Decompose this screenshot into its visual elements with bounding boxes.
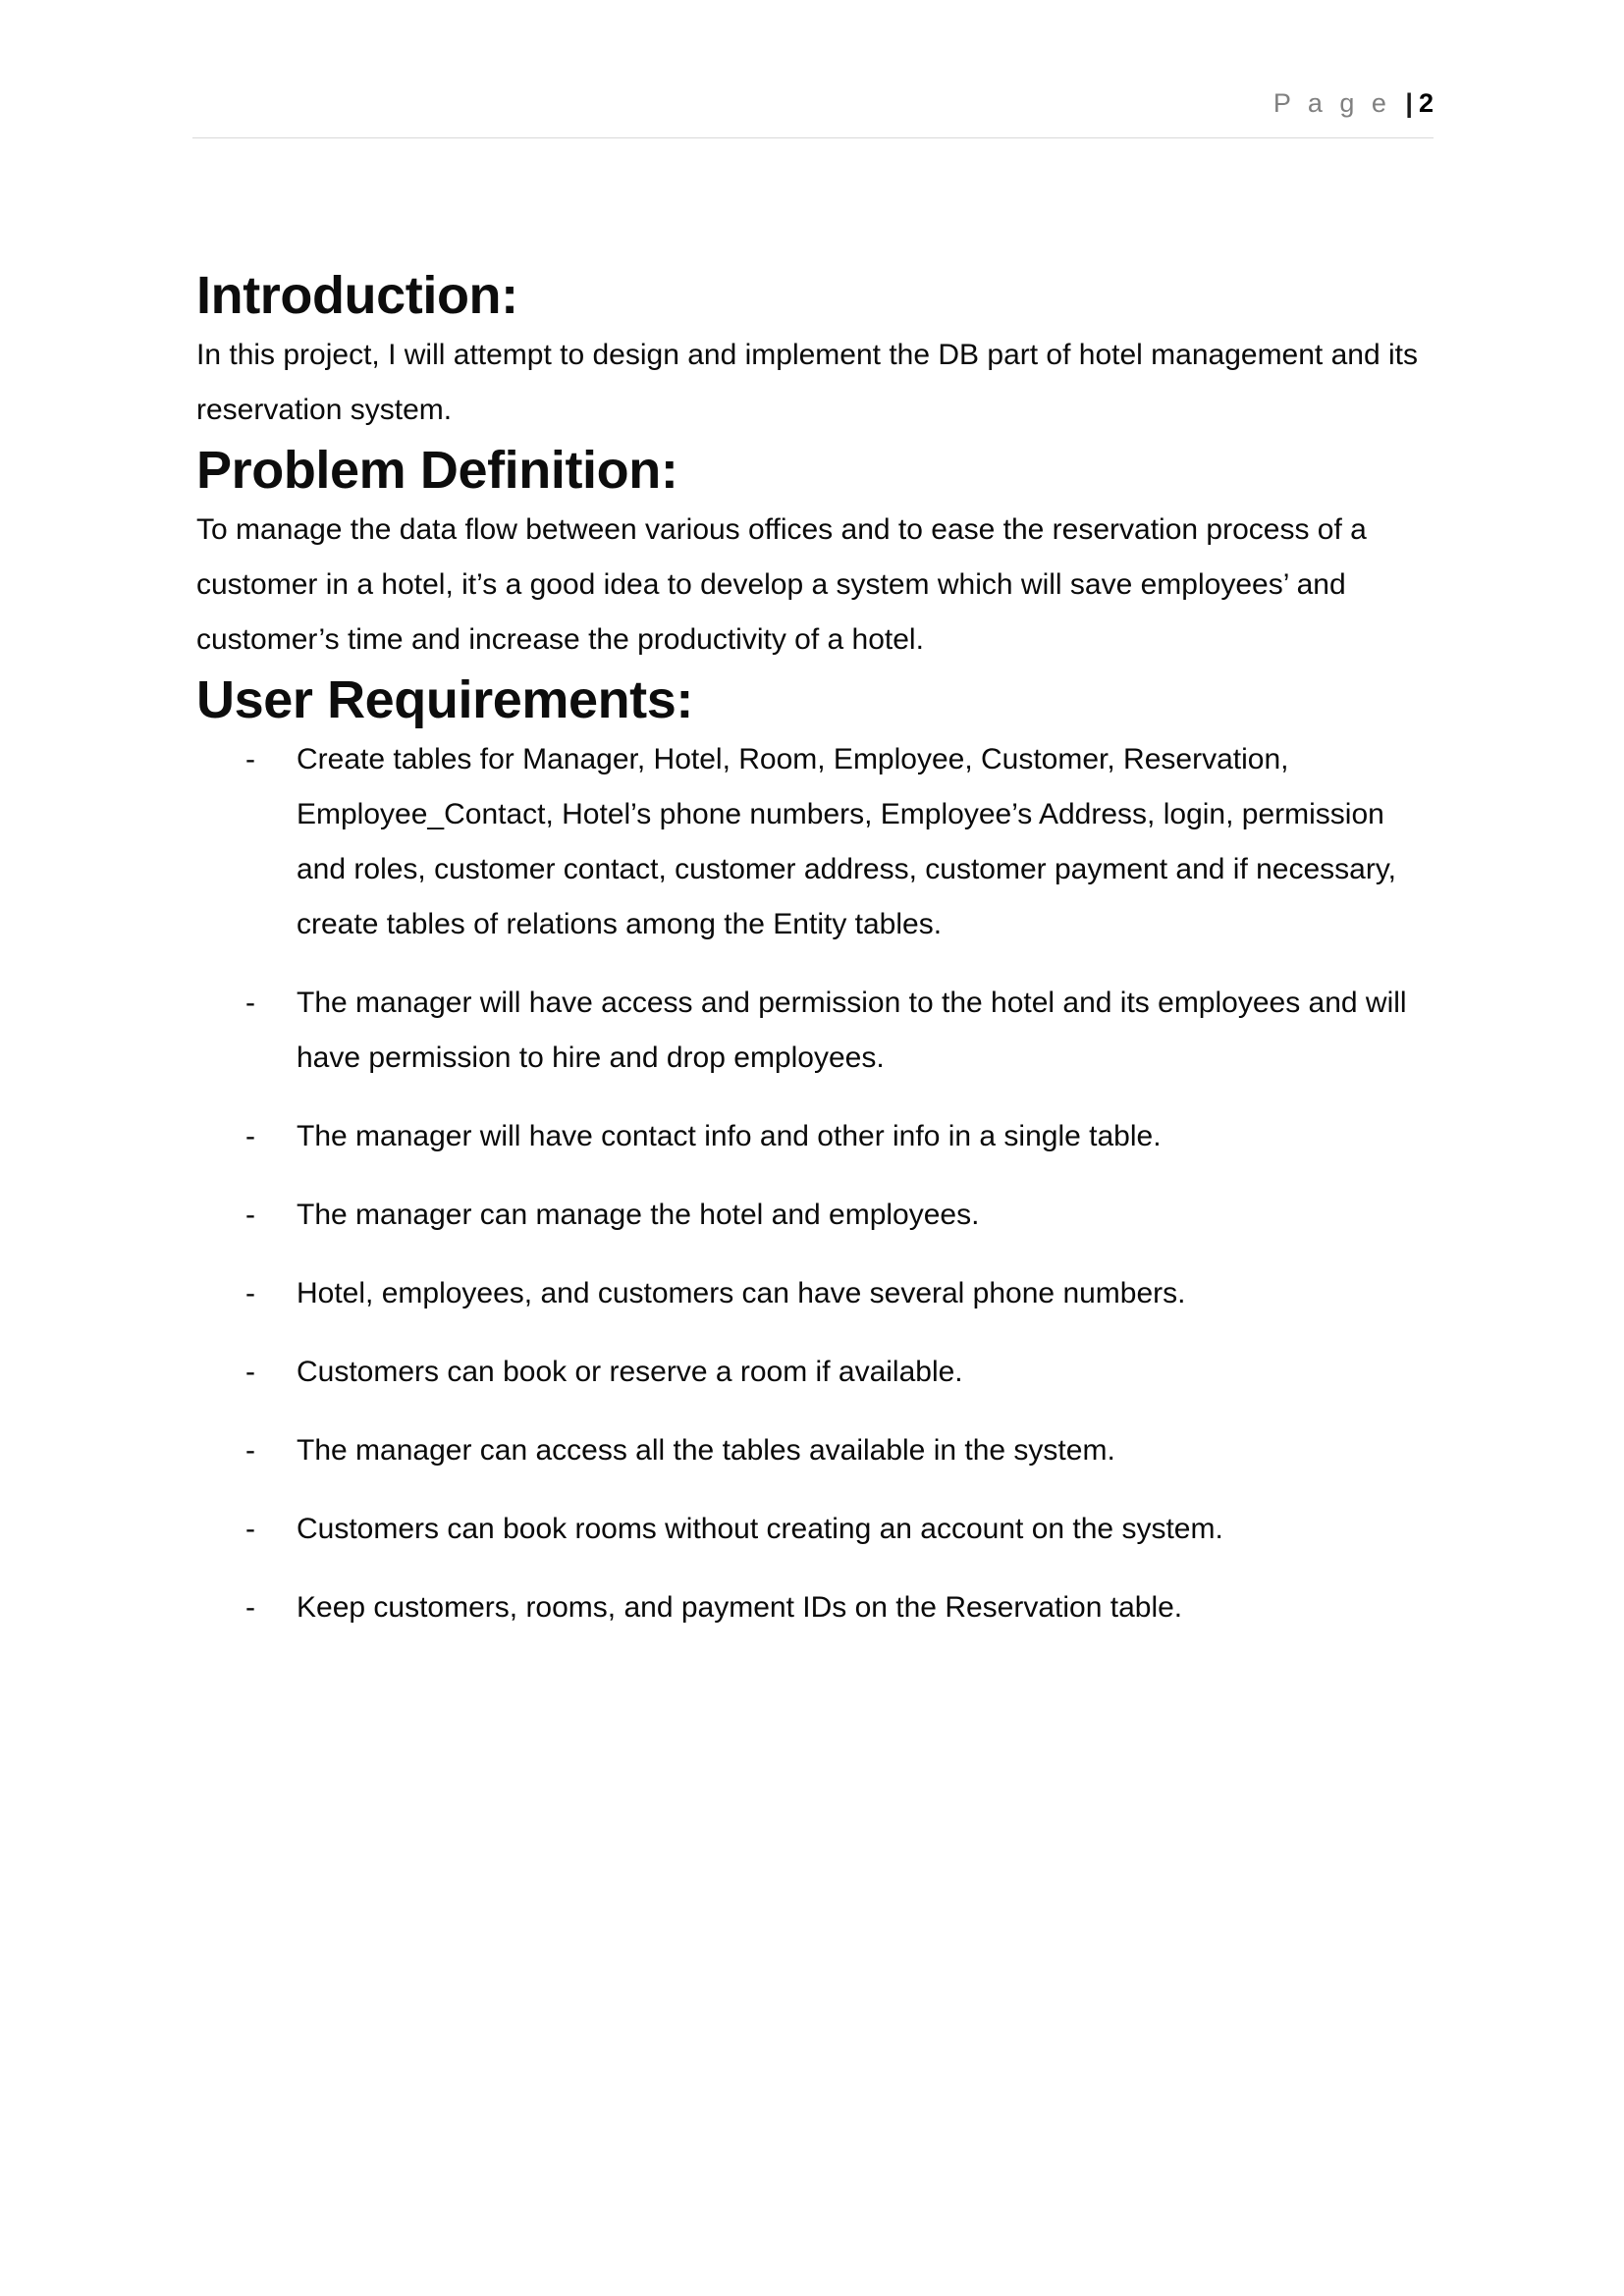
list-item xyxy=(196,1423,1437,1478)
heading-introduction: Introduction: xyxy=(196,266,518,325)
list-item xyxy=(196,1580,1437,1635)
paragraph-introduction: In this project, I will attempt to design and implement the DB part of hotel management and its reservation system. xyxy=(196,339,1418,426)
list-item xyxy=(196,1109,1437,1164)
user-requirements-list xyxy=(196,732,1437,1635)
list-item-label: Keep customers, rooms, and payment IDs on the Reservation table. xyxy=(297,1591,1183,1624)
list-item-label: Customers can book rooms without creating an account on the system. xyxy=(297,1513,1223,1545)
page-separator: | xyxy=(1405,88,1413,118)
document-content xyxy=(196,263,1437,1635)
paragraph-problem-definition: To manage the data flow between various offices and to ease the reservation process of a customer in a hotel, it’s a good idea to develop a system which will save employees’ and customer’s time and increase the productivity of a hotel. xyxy=(196,513,1367,656)
page-label: P a g e xyxy=(1272,88,1404,118)
bullet-marker: - xyxy=(245,1277,255,1309)
list-item-label: The manager can access all the tables available in the system. xyxy=(297,1434,1115,1467)
page-header xyxy=(192,86,1434,141)
page-number: 2 xyxy=(1418,88,1434,118)
list-item-label: Customers can book or reserve a room if available. xyxy=(297,1356,963,1388)
bullet-marker: - xyxy=(245,1591,255,1624)
list-item-label: Hotel, employees, and customers can have several phone numbers. xyxy=(297,1277,1186,1309)
header-divider xyxy=(192,137,1434,138)
list-item-label: The manager will have contact info and other info in a single table. xyxy=(297,1120,1162,1152)
list-item-label: Create tables for Manager, Hotel, Room, Employee, Customer, Reservation, Employee_Contact, Hotel’s phone numbers, Employee’s Address, login, permission and roles, customer contact, customer address, customer payment and if necessary, create tables of relations among the Entity tables. xyxy=(297,743,1396,940)
bullet-marker: - xyxy=(245,1434,255,1467)
list-item xyxy=(196,1502,1437,1557)
heading-problem-definition: Problem Definition: xyxy=(196,441,678,500)
list-item xyxy=(196,976,1437,1086)
bullet-marker: - xyxy=(245,1513,255,1545)
bullet-marker: - xyxy=(245,1199,255,1231)
list-item xyxy=(196,1345,1437,1400)
bullet-marker: - xyxy=(245,1120,255,1152)
list-item xyxy=(196,1188,1437,1243)
bullet-marker: - xyxy=(245,1356,255,1388)
bullet-marker: - xyxy=(245,743,255,775)
list-item-label: The manager will have access and permission to the hotel and its employees and will have permission to hire and drop employees. xyxy=(297,987,1407,1074)
bullet-marker: - xyxy=(245,987,255,1019)
list-item xyxy=(196,1266,1437,1321)
page-number-indicator xyxy=(1273,86,1434,120)
heading-user-requirements: User Requirements: xyxy=(196,670,693,729)
list-item-label: The manager can manage the hotel and employees. xyxy=(297,1199,980,1231)
list-item xyxy=(196,732,1437,952)
